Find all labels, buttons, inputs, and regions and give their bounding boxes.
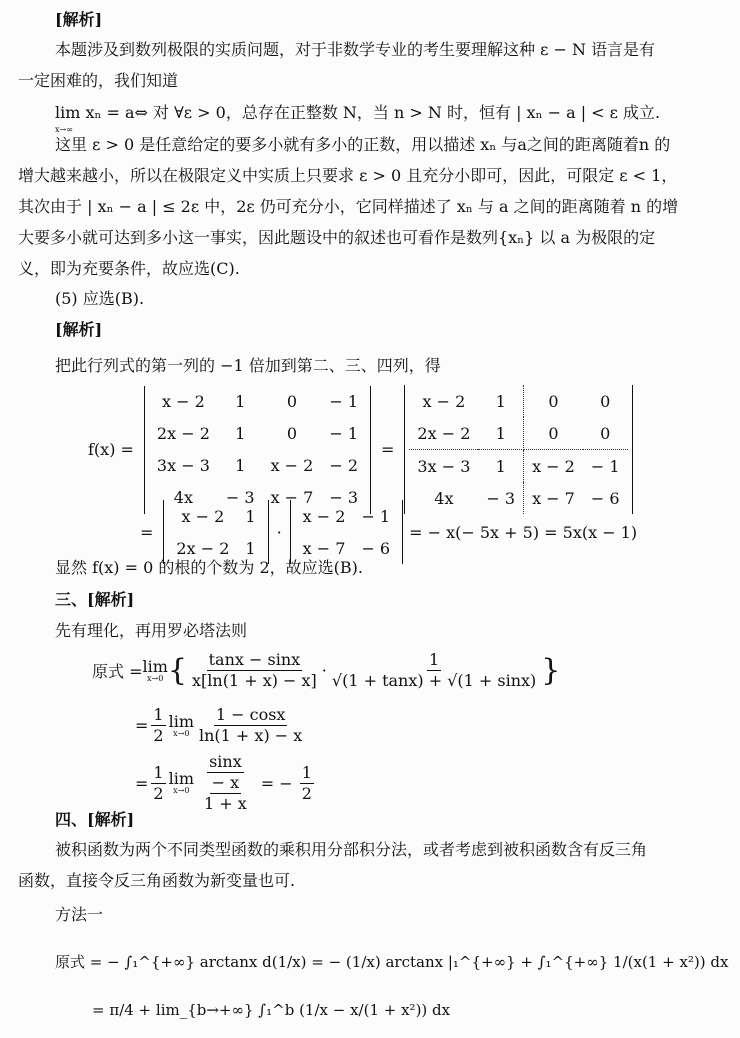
limit-subscript: x→∞: [55, 125, 73, 134]
determinant-row: [409, 450, 627, 483]
determinant-row: [295, 500, 398, 532]
determinant-transformed: [404, 385, 632, 514]
determinant-original: [144, 386, 371, 514]
determinant-cell: x − 2: [302, 506, 346, 526]
method-label: 方法一: [55, 905, 104, 924]
limit: lim x→0: [142, 656, 168, 683]
determinant-cell: 1: [478, 385, 523, 417]
determinant-cell: x − 7: [270, 488, 314, 507]
determinant-cell: 3x − 3: [156, 456, 210, 475]
determinant-cell: − 3: [478, 482, 523, 514]
heading-analysis-2: [解析]: [55, 320, 103, 339]
determinant-row: [149, 450, 366, 482]
equals: =: [381, 440, 395, 459]
determinant-row: [149, 418, 366, 450]
paragraph-line: 增大越来越小，所以在极限定义中实质上只要求 ε > 0 且充分小即可，因此，可限定 ε < 1，: [18, 166, 678, 185]
determinant-cell: x − 2: [532, 456, 575, 476]
answer-5: (5) 应选(B).: [55, 289, 145, 308]
determinant-row: [409, 385, 627, 417]
original-expression-label: 原式 =: [92, 662, 143, 681]
paragraph-line: 本题涉及到数列极限的实质问题，对于非数学专业的考生要理解这种 ε − N 语言是有: [55, 40, 656, 59]
determinant-cell: − 1: [361, 506, 391, 526]
conclusion: 显然 f(x) = 0 的根的个数为 2，故应选(B).: [55, 558, 363, 577]
determinant-cell: x − 7: [302, 538, 346, 558]
integral-line-2: = π/4 + lim_{b→+∞} ∫₁^b (1/x − x/(1 + x²)) dx: [92, 1001, 451, 1019]
paragraph-line: 被积函数为两个不同类型函数的乘积用分部积分法，或者考虑到被积函数含有反三角: [55, 840, 648, 859]
f-of-x: f(x) =: [88, 440, 134, 459]
determinant-cell: − 6: [590, 488, 620, 508]
paragraph-line: 先有理化，再用罗必塔法则: [55, 621, 248, 640]
determinant-row: [149, 386, 366, 418]
heading-analysis-1: [解析]: [55, 10, 103, 29]
determinant-cell: − 1: [329, 424, 359, 443]
determinant-row: [409, 417, 627, 450]
fraction: $\frac{\sin x}{\frac{- x}{1 + x}}$: [204, 752, 247, 813]
determinant-product: [140, 500, 637, 564]
determinant-2x2-a: [163, 500, 268, 564]
paragraph-line: 义，即为充要条件，故应选(C).: [18, 259, 240, 278]
determinant-cell: − 1: [329, 392, 359, 411]
result: = − x(− 5x + 5) = 5x(x − 1): [409, 522, 638, 542]
determinant-cell: 1: [235, 424, 246, 443]
determinant-cell: x − 2: [162, 392, 205, 411]
determinant-cell: − 6: [361, 538, 391, 558]
determinant-cell: 0: [286, 392, 298, 411]
determinant-cell: 0: [600, 391, 611, 411]
determinant-cell: 2x − 2: [409, 417, 478, 450]
limit-line-3: = $\frac{1}{2}$ lim x→0 $\frac{\sin x}{\frac{- x}{1 + x}}$ = − $\frac{1}{2}$: [135, 752, 312, 813]
dot: ·: [276, 522, 282, 542]
integral-line-1: 原式 = − ∫₁^{+∞} arctanx d(1/x) = − (1/x) arctanx |₁^{+∞} + ∫₁^{+∞} 1/(x(1 + x²)) dx: [55, 953, 729, 971]
determinant-cell: 2x − 2: [176, 538, 230, 558]
determinant-2x2-b: [290, 500, 403, 564]
paragraph-line: 大要多小就可达到多小这一事实，因此题设中的叙述也可看作是数列{xₙ} 以 a 为极限的定: [18, 228, 656, 247]
determinant-cell: 4x: [434, 488, 454, 508]
determinant-cell: 0: [548, 391, 559, 411]
paragraph-line: 函数，直接令反三角函数为新变量也可.: [18, 871, 296, 890]
paragraph-line: 一定困难的，我们知道: [18, 71, 179, 90]
paragraph-line: 把此行列式的第一列的 −1 倍加到第二、三、四列，得: [55, 356, 441, 375]
determinant-cell: x − 2: [270, 456, 314, 475]
determinant-cell: x − 2: [422, 391, 466, 411]
determinant-cell: 4x: [173, 488, 193, 507]
limit-line-2: = $\frac{1}{2}$ lim x→0 $\frac{1 - \cos x}{\ln(1 + x) - x}$: [135, 705, 303, 745]
determinant-cell: 0: [583, 417, 628, 450]
determinant-cell: x − 2: [181, 506, 225, 526]
paragraph-line: 其次由于 | xₙ − a | ≤ 2ε 中，2ε 仍可充分小，它同样描述了 xₙ 与 a 之间的距离随着 n 的增: [18, 197, 679, 216]
paragraph-line: 这里 ε > 0 是任意给定的要多小就有多小的正数，用以描述 xₙ 与a之间的距离随着n 的: [55, 135, 671, 154]
determinant-cell: − 2: [329, 456, 359, 475]
determinant-cell: x − 7: [532, 488, 575, 508]
determinant-equation: [88, 385, 633, 514]
fraction: $\frac{\tan x - \sin x}{x[\ln(1 + x) - x]}$: [192, 650, 317, 690]
determinant-cell: 1: [245, 506, 256, 526]
limit-line-1: 原式 = lim x→0 { $\frac{\tan x - \sin x}{x[\ln(1 + x) - x]}$ · $\frac{1}{√(1 + \tan x) + √(1 + \sin x)}$ }: [92, 650, 561, 690]
determinant-cell: 1: [235, 392, 246, 411]
heading-analysis-4: 四、[解析]: [55, 810, 135, 829]
determinant-cell: 0: [524, 417, 583, 450]
determinant-cell: 1: [478, 417, 523, 450]
determinant-cell: − 3: [329, 488, 359, 507]
determinant-cell: 0: [286, 424, 298, 443]
determinant-cell: − 1: [590, 456, 620, 476]
equals: =: [140, 522, 154, 542]
determinant-cell: 3x − 3: [417, 456, 471, 476]
determinant-cell: − 3: [225, 488, 255, 507]
fraction: $\frac{1}{√(1 + \tan x) + √(1 + \sin x)}$: [331, 650, 537, 690]
determinant-row: [168, 500, 263, 532]
limit-definition: lim xₙ = a⇔ 对 ∀ε > 0，总存在正整数 N，当 n > N 时，恒有 | xₙ − a | < ε 成立.: [55, 103, 661, 122]
determinant-cell: 1: [478, 450, 523, 483]
determinant-cell: 1: [245, 538, 256, 558]
determinant-cell: 1: [235, 456, 246, 475]
fraction: $\frac{1 - \cos x}{\ln(1 + x) - x}$: [199, 705, 303, 745]
heading-analysis-3: 三、[解析]: [55, 590, 135, 609]
determinant-cell: 2x − 2: [156, 424, 210, 443]
